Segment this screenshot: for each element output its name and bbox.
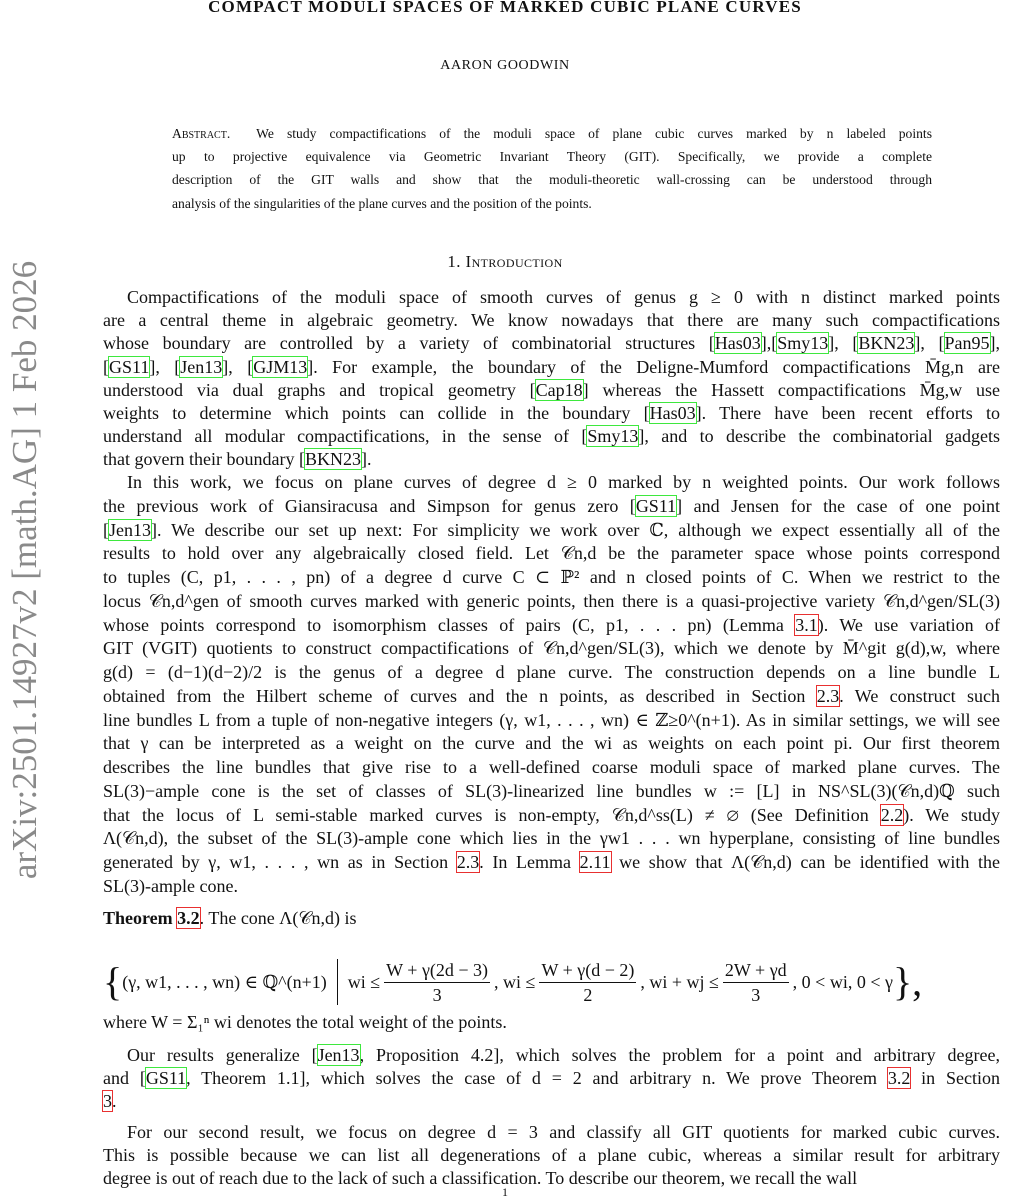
abstract-line: We study compactifications of the moduli space of plane cubic curves marked by n labeled points (256, 126, 932, 141)
citation-link[interactable]: Jen13 (317, 1045, 360, 1065)
text: ] whereas the Hassett compactifications M̄g,w use (582, 379, 1000, 400)
abstract-line: analysis of the singularities of the plane curves and the position of the points. (172, 195, 592, 211)
fraction (539, 958, 636, 1007)
citation-link[interactable]: Jen13 (109, 519, 151, 540)
text: g(d) = (d−1)(d−2)/2 is the genus of a degree d plane curve. The construction depends on a line bundle L (103, 662, 1000, 682)
text-line (103, 637, 1000, 661)
text: , Theorem 1.1], which solves the case of d = 2 and arbitrary n. We prove Theorem (186, 1068, 888, 1089)
text: locus 𝒞n,d^gen of smooth curves marked with generic points, then there is a quasi-projective variety 𝒞n,d^gen/SL(3) (103, 590, 1000, 611)
citation-link[interactable]: Has03 (649, 402, 696, 423)
cross-reference-link[interactable]: 2.2 (880, 804, 904, 825)
text-line (103, 1144, 1000, 1167)
text-line (103, 425, 1000, 448)
text-line (103, 661, 1000, 685)
paper-title: COMPACT MODULI SPACES OF MARKED CUBIC PLANE CURVES (208, 0, 802, 16)
text-line (103, 448, 1000, 471)
citation-link[interactable]: GJM13 (253, 356, 308, 377)
citation-link[interactable]: Smy13 (587, 426, 639, 447)
text-line (103, 827, 1000, 851)
text: ], [ (222, 356, 254, 377)
text: [ (103, 356, 109, 377)
citation-link[interactable]: Has03 (714, 333, 761, 354)
fraction (384, 958, 490, 1007)
paragraph (103, 471, 1000, 899)
text: In this work, we focus on plane curves of degree d ≥ 0 marked by n weighted points. Our work follows (127, 472, 1000, 492)
formula-text: , wi + wj ≤ (640, 971, 719, 992)
text: ). We use variation of (817, 614, 1000, 635)
text: Compactifications of the moduli space of smooth curves of genus g ≥ 0 with n distinct marked points (127, 287, 1000, 307)
text-line (103, 332, 1000, 355)
text: in Section (910, 1068, 1000, 1089)
text: whose boundary are controlled by a variety of combinatorial structures [ (103, 333, 715, 354)
cross-reference-link[interactable]: 3 (103, 1091, 112, 1112)
text-line (103, 709, 1000, 733)
formula-set: (γ, w1, . . . , wn) ∈ ℚ^(n+1) (122, 971, 327, 992)
citation-link[interactable]: Pan95 (944, 333, 990, 354)
text-line (103, 495, 1000, 519)
abstract-line: description of the GIT walls and show that the moduli-theoretic wall-crossing can be understood through (172, 172, 932, 188)
citation-link[interactable]: BKN23 (858, 333, 915, 354)
text: ] and Jensen for the case of one point (676, 495, 1000, 516)
text: ], (989, 333, 1000, 354)
brace-close: }, (892, 959, 923, 1004)
section-heading (0, 252, 1010, 272)
text: This is possible because we can list all degenerations of a plane cubic, whereas a similar result for arbitrary (103, 1145, 1000, 1166)
text: ], [ (149, 356, 181, 377)
theorem-label: Theorem (103, 908, 173, 928)
text: and [ (103, 1068, 146, 1089)
paragraph (103, 1044, 1000, 1114)
theorem-statement (103, 908, 1000, 929)
cross-reference-link[interactable]: 2.3 (456, 852, 480, 872)
text-line (103, 286, 1000, 309)
text: to tuples (C, p1, . . . , pn) of a degree d curve C ⊂ ℙ² and n closed points of C. When we restrict to the (103, 567, 1000, 587)
text: ]. For example, the boundary of the Deligne-Mumford compactifications M̄g,n are (307, 356, 1000, 377)
text: ]. (360, 449, 372, 470)
text: ], [ (914, 333, 945, 354)
text: , Proposition 4.2], which solves the problem for a point and arbitrary degree, (359, 1045, 1000, 1065)
text-line (103, 1090, 1000, 1113)
paragraph (103, 1121, 1000, 1191)
text: . We construct such (839, 685, 1000, 706)
abstract (172, 122, 932, 215)
text-line (103, 309, 1000, 332)
text-line (103, 471, 1000, 495)
abstract-line: up to projective equivalence via Geometric Invariant Theory (GIT). Specifically, we provide a complete (172, 149, 932, 165)
text-line (103, 756, 1000, 780)
section-title: Introduction (465, 252, 563, 271)
formula-explanation: where W = Σ₁ⁿ wi denotes the total weight of the points. (103, 1012, 507, 1032)
theorem-ref-link[interactable]: 3.2 (177, 908, 200, 928)
text: results to hold over any algebraically closed field. Let 𝒞n,d be the parameter space whose points correspond (103, 543, 1000, 564)
text: that the locus of L semi-stable marked curves is non-empty, 𝒞n,d^ss(L) ≠ ∅ (See Definition (103, 804, 881, 825)
citation-link[interactable]: GS11 (109, 356, 150, 377)
text-line (103, 590, 1000, 614)
fraction (723, 958, 789, 1007)
text: understood via dual graphs and tropical geometry [ (103, 379, 536, 400)
text: Λ(𝒞n,d), the subset of the SL(3)-ample cone which lies in the γw1 . . . wn hyperplane, consisting of line bundles (103, 828, 1000, 849)
text-line (103, 542, 1000, 566)
text: SL(3)−ample cone is the set of classes of SL(3)-linearized line bundles w := [L] in NS^SL(3)(𝒞n,d)ℚ such (103, 780, 1000, 801)
text: ). We study (903, 804, 1000, 825)
formula-text: , 0 < wi, 0 < γ (792, 971, 893, 992)
brace-open: { (103, 959, 123, 1004)
cross-reference-link[interactable]: 2.3 (816, 685, 840, 706)
text: For our second result, we focus on degree d = 3 and classify all GIT quotients for marked cubic curves. (127, 1122, 1000, 1142)
paragraph (103, 286, 1000, 472)
cross-reference-link[interactable]: 3.2 (887, 1068, 911, 1089)
formula-text: , wi ≤ (494, 971, 536, 992)
text-line (103, 1121, 1000, 1144)
citation-link[interactable]: Cap18 (535, 379, 583, 400)
citation-link[interactable]: Smy13 (777, 333, 829, 354)
section-number: 1. (447, 252, 461, 271)
text: obtained from the Hilbert scheme of curves and the n points, as described in Section (103, 685, 817, 706)
text: whose points correspond to isomorphism classes of pairs (C, p1, . . . pn) (Lemma (103, 614, 796, 635)
text: understand all modular compactifications, in the sense of [ (103, 426, 588, 447)
citation-link[interactable]: Jen13 (180, 356, 223, 377)
text-line (103, 875, 1000, 899)
set-separator (337, 959, 338, 1005)
citation-link[interactable]: BKN23 (304, 449, 361, 470)
text: we show that Λ(𝒞n,d) can be identified with the (610, 852, 1000, 872)
text: Our results generalize [ (127, 1045, 318, 1065)
arxiv-stamp: arXiv:2501.14927v2 [math.AG] 1 Feb 2026 (5, 260, 44, 880)
text-line (103, 566, 1000, 590)
text: that γ can be interpreted as a weight on the curve and the wi as weights on each point pi. Our first theorem (103, 733, 1000, 754)
numerator: 2W + γd (723, 958, 789, 983)
text: describes the line bundles that give rise to a well-defined coarse moduli space of marked plane curves. The (103, 757, 1000, 777)
cross-reference-link[interactable]: 2.11 (579, 852, 611, 872)
text-line (103, 402, 1000, 425)
denominator: 2 (583, 984, 593, 1005)
text: [ (103, 519, 109, 540)
text: degree is out of reach due to the lack of such a classification. To describe our theorem, we recall the wall (103, 1168, 858, 1189)
text: ]. There have been recent efforts to (695, 402, 1000, 423)
text-line (103, 356, 1000, 379)
theorem-formula (103, 952, 1010, 1012)
text-line (103, 780, 1000, 804)
denominator: 3 (751, 984, 761, 1005)
text-line (103, 685, 1000, 709)
text-line (103, 1044, 1000, 1067)
text: GIT (VGIT) quotients to construct compactifications of 𝒞n,d^gen/SL(3), which we denote by M̄^git g(d),w, where (103, 638, 1000, 659)
text: . (112, 1091, 117, 1112)
abstract-label: Abstract. (172, 126, 231, 141)
text: ], and to describe the combinatorial gadgets (638, 426, 1000, 447)
text: generated by γ, w1, . . . , wn as in Section (103, 852, 457, 872)
text: the previous work of Giansiracusa and Simpson for genus zero [ (103, 495, 636, 516)
formula-text: wi ≤ (347, 971, 381, 992)
text-line (103, 851, 1000, 875)
numerator: W + γ(d − 2) (539, 958, 636, 983)
text-line (103, 1067, 1000, 1090)
denominator: 3 (432, 984, 442, 1005)
paper-author: AARON GOODWIN (440, 58, 570, 73)
text-line (103, 519, 1000, 543)
text: that govern their boundary [ (103, 449, 305, 470)
text: ], [ (828, 333, 859, 354)
text: weights to determine which points can collide in the boundary [ (103, 402, 650, 423)
text: SL(3)-ample cone. (103, 875, 238, 896)
theorem-text: . The cone Λ(𝒞n,d) is (199, 908, 357, 928)
text-line (103, 379, 1000, 402)
text: ]. We describe our set up next: For simplicity we work over ℂ, although we expect essentially all of the (151, 519, 1000, 540)
text: line bundles L from a tuple of non-negative integers (γ, w1, . . . , wn) ∈ ℤ≥0^(n+1). As in similar settings, we will see (103, 709, 1000, 730)
text-line (103, 804, 1000, 828)
page-number: 1 (502, 1185, 508, 1199)
text-line (103, 614, 1000, 638)
text: are a central theme in algebraic geometry. We know nowadays that there are many such compactifications (103, 310, 1000, 331)
text: . In Lemma (479, 852, 580, 872)
text: ],[ (760, 333, 778, 354)
cross-reference-link[interactable]: 3.1 (795, 614, 818, 635)
citation-link[interactable]: GS11 (145, 1068, 187, 1089)
numerator: W + γ(2d − 3) (384, 958, 490, 983)
text-line (103, 732, 1000, 756)
citation-link[interactable]: GS11 (635, 495, 677, 516)
